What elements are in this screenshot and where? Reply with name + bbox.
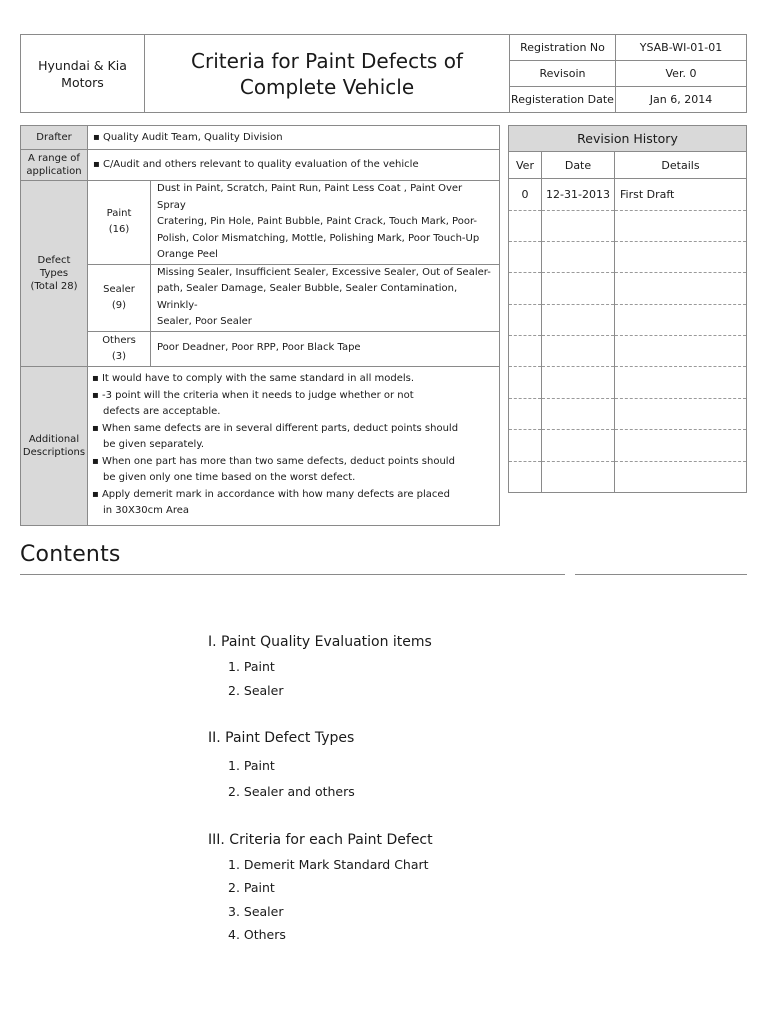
description-line: ▪ When same defects are in several different parts, deduct points should	[92, 422, 459, 434]
revision-ver	[509, 367, 542, 398]
additional-label-line: Additional	[28, 433, 80, 445]
defect-group-count: (3)	[111, 350, 127, 362]
revision-details	[615, 273, 747, 304]
description-line: ▪ It would have to comply with the same standard in all models.	[92, 373, 415, 385]
revision-history-title: Revision History	[509, 126, 747, 152]
description-line: be given only one time based on the worst defect.	[103, 472, 356, 484]
toc-item[interactable]: 3. Sealer	[228, 904, 284, 919]
table-row	[509, 210, 747, 241]
defect-group-paint	[88, 181, 151, 265]
table-row	[509, 461, 747, 492]
revision-details	[615, 398, 747, 429]
toc-item[interactable]: 2. Sealer and others	[228, 784, 355, 799]
revision-details	[615, 367, 747, 398]
defect-group-sealer-items	[151, 264, 500, 331]
revision-details	[615, 242, 747, 273]
revision-date	[542, 430, 615, 461]
revision-date	[542, 304, 615, 335]
table-row	[509, 430, 747, 461]
title-line: Criteria for Paint Defects of	[191, 48, 463, 73]
document-title	[145, 35, 510, 113]
company-line: Motors	[61, 74, 104, 90]
document-header	[20, 34, 747, 113]
defect-group-name: Sealer	[103, 283, 135, 295]
revision-date: 12-31-2013	[542, 179, 615, 210]
table-row	[509, 179, 747, 210]
revision-details	[615, 336, 747, 367]
description-line: ▪ -3 point will the criteria when it needs to judge whether or not	[92, 389, 414, 401]
revision-details: First Draft	[615, 179, 747, 210]
defect-types-label	[21, 181, 88, 367]
table-row	[509, 336, 747, 367]
revision-history-table	[508, 125, 747, 493]
revision-date	[542, 461, 615, 492]
registration-no-label: Registration No	[510, 35, 616, 61]
table-row	[509, 242, 747, 273]
defect-item-line: Dust in Paint, Scratch, Paint Run, Paint Less Coat , Paint Over Spray	[157, 183, 463, 211]
revision-details	[615, 430, 747, 461]
toc-section[interactable]: II. Paint Defect Types	[208, 730, 355, 746]
additional-label-line: Descriptions	[22, 446, 86, 458]
drafter-value: ▪ Quality Audit Team, Quality Division	[88, 126, 500, 150]
defect-types-label-line: (Total 28)	[30, 280, 78, 292]
company-name	[21, 35, 145, 113]
additional-descriptions-label	[21, 366, 88, 525]
revision-ver	[509, 430, 542, 461]
company-line: Hyundai & Kia	[38, 57, 127, 73]
defect-item-line: Orange Peel	[157, 249, 218, 260]
revision-value: Ver. 0	[616, 61, 747, 87]
drafter-label: Drafter	[21, 126, 88, 150]
defect-item-line: path, Sealer Damage, Sealer Bubble, Sealer Contamination, Wrinkly-	[157, 283, 458, 311]
revision-ver	[509, 304, 542, 335]
table-row	[509, 304, 747, 335]
range-label-line: application	[26, 166, 82, 177]
toc-item[interactable]: 1. Demerit Mark Standard Chart	[228, 857, 429, 872]
document-info-table	[20, 125, 500, 526]
defect-group-others	[88, 331, 151, 366]
description-line: ▪ When one part has more than two same defects, deduct points should	[92, 455, 455, 467]
revision-label: Revisoin	[510, 61, 616, 87]
defect-item-line: Missing Sealer, Insufficient Sealer, Excessive Sealer, Out of Sealer-	[157, 266, 491, 278]
revision-date	[542, 242, 615, 273]
revision-details	[615, 210, 747, 241]
toc-section[interactable]: III. Criteria for each Paint Defect	[208, 832, 433, 848]
column-header-ver: Ver	[509, 152, 542, 179]
revision-ver: 0	[509, 179, 542, 210]
column-header-details: Details	[615, 152, 747, 179]
defect-group-name: Paint	[106, 208, 132, 220]
registration-date-value: Jan 6, 2014	[616, 87, 747, 113]
revision-ver	[509, 461, 542, 492]
revision-ver	[509, 398, 542, 429]
defect-group-count: (16)	[108, 224, 130, 236]
toc-item[interactable]: 2. Paint	[228, 880, 275, 895]
range-label-line: A range of	[28, 153, 80, 164]
toc-item[interactable]: 1. Paint	[228, 659, 275, 674]
description-line: in 30X30cm Area	[103, 505, 190, 517]
defect-item-line: Sealer, Poor Sealer	[157, 316, 252, 327]
revision-ver	[509, 336, 542, 367]
revision-date	[542, 367, 615, 398]
description-line: ▪ Apply demerit mark in accordance with how many defects are placed	[92, 488, 450, 500]
defect-group-name: Others	[102, 334, 136, 346]
revision-date	[542, 210, 615, 241]
defect-types-label-line: Types	[39, 267, 69, 279]
title-line: Complete Vehicle	[239, 74, 415, 99]
defect-group-paint-items	[151, 181, 500, 265]
contents-divider	[20, 574, 565, 575]
defect-group-others-items	[151, 331, 500, 366]
defect-group-count: (9)	[111, 299, 127, 311]
defect-item-line: Polish, Color Mismatching, Mottle, Polishing Mark, Poor Touch-Up	[157, 232, 480, 244]
toc-item[interactable]: 1. Paint	[228, 758, 275, 773]
revision-ver	[509, 210, 542, 241]
contents-heading: Contents	[20, 542, 121, 567]
defect-group-sealer	[88, 264, 151, 331]
toc-item[interactable]: 4. Others	[228, 927, 286, 942]
range-value: ▪ C/Audit and others relevant to quality evaluation of the vehicle	[88, 150, 500, 181]
description-line: be given separately.	[103, 439, 204, 451]
contents-divider	[575, 574, 747, 575]
revision-details	[615, 461, 747, 492]
additional-descriptions	[88, 366, 500, 525]
toc-section[interactable]: I. Paint Quality Evaluation items	[208, 634, 432, 650]
table-row	[509, 273, 747, 304]
description-line: defects are acceptable.	[103, 406, 221, 418]
defect-types-label-line: Defect	[37, 254, 71, 266]
registration-date-label: Registeration Date	[510, 87, 616, 113]
defect-item-line: Cratering, Pin Hole, Paint Bubble, Paint Crack, Touch Mark, Poor-	[157, 216, 478, 227]
revision-details	[615, 304, 747, 335]
registration-no-value: YSAB-WI-01-01	[616, 35, 747, 61]
range-label	[21, 150, 88, 181]
revision-date	[542, 273, 615, 304]
revision-ver	[509, 273, 542, 304]
toc-item[interactable]: 2. Sealer	[228, 683, 284, 698]
revision-date	[542, 336, 615, 367]
revision-ver	[509, 242, 542, 273]
revision-date	[542, 398, 615, 429]
defect-item-line: Poor Deadner, Poor RPP, Poor Black Tape	[157, 342, 361, 354]
table-row	[509, 367, 747, 398]
table-row	[509, 398, 747, 429]
column-header-date: Date	[542, 152, 615, 179]
